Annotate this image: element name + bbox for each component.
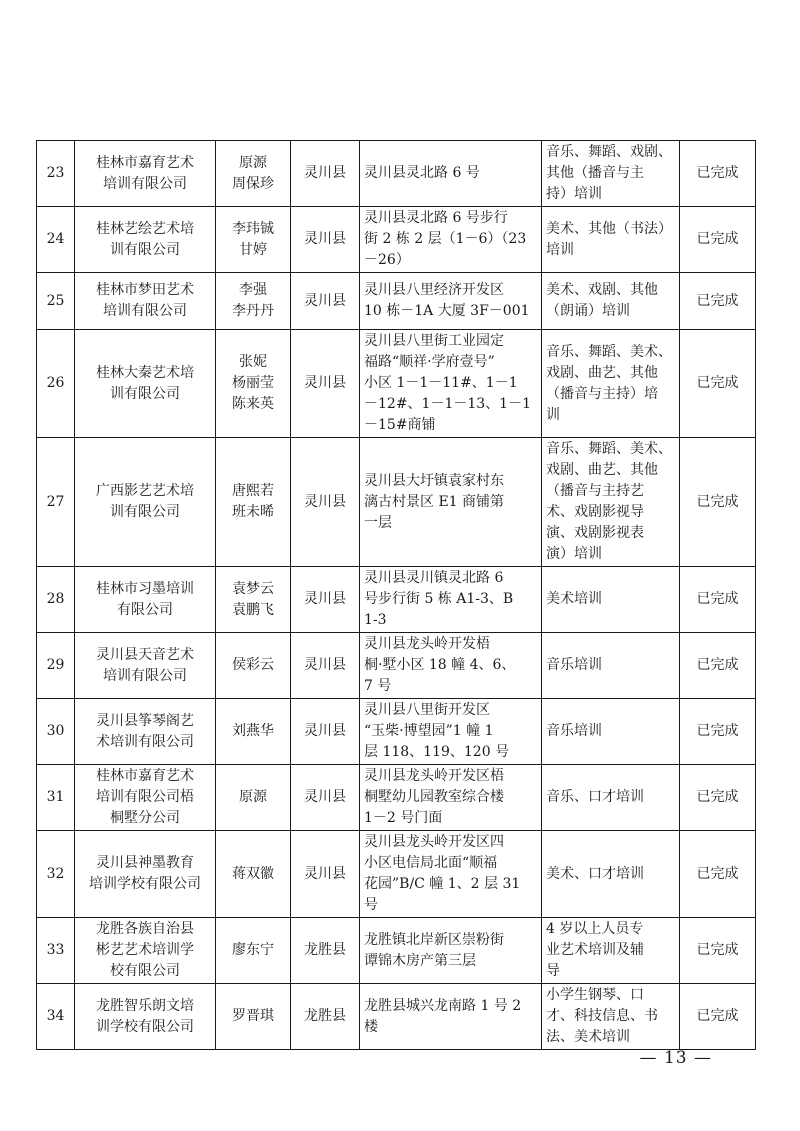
address-line: 层 118、119、120 号 (364, 744, 510, 760)
table-row (37, 918, 756, 984)
address-line: 谭锦木房产第三层 (364, 952, 476, 969)
address-cell (360, 207, 542, 273)
institution-name-cell (75, 438, 216, 567)
row-number-cell: 31 (37, 765, 75, 831)
training-scope-cell (542, 765, 680, 831)
table-row (37, 699, 756, 765)
training-scope-line: 培训 (546, 241, 574, 258)
row-number-cell: 33 (37, 918, 75, 984)
training-scope-line: 戏剧、曲艺、其他 (546, 462, 658, 478)
address-cell (360, 273, 542, 330)
training-scope-line: 音乐培训 (546, 657, 602, 673)
training-scope-line: 音乐、舞蹈、戏剧、 (546, 144, 672, 160)
address-line: 号 (364, 897, 378, 913)
county-cell: 灵川县 (291, 438, 360, 567)
institution-name-cell (75, 330, 216, 438)
legal-representative-line: 原源 (239, 154, 267, 171)
institution-name-line: 灵川县天音艺术 (96, 646, 194, 663)
training-scope-line: 演、戏剧影视表 (546, 525, 644, 541)
county-cell: 龙胜县 (291, 984, 360, 1050)
county-cell: 灵川县 (291, 330, 360, 438)
legal-representative-cell (216, 141, 291, 207)
training-scope-cell (542, 438, 680, 567)
table-row (37, 273, 756, 330)
training-scope-line: 音乐、舞蹈、美术、 (546, 343, 672, 360)
table-row (37, 567, 756, 633)
legal-representative-line: 张妮 (239, 354, 267, 370)
address-line: 灵川县八里经济开发区 (364, 282, 504, 298)
row-number-cell: 30 (37, 699, 75, 765)
address-line: “玉柴·博望园”1 幢 1 (364, 723, 494, 739)
legal-representative-line: 陈来英 (232, 396, 274, 412)
address-line: 灵川县灵北路 6 号步行 (364, 210, 508, 226)
address-line: 灵川县灵北路 6 号 (364, 165, 480, 181)
training-scope-cell (542, 699, 680, 765)
address-line: 7 号 (364, 678, 392, 694)
address-line: 桐·墅小区 18 幢 4、6、 (364, 657, 516, 673)
address-line: 10 栋－1A 大厦 3F－001 (364, 303, 530, 319)
training-scope-line: 法、美术培训 (546, 1029, 630, 1045)
address-cell (360, 699, 542, 765)
address-line: 龙胜县城兴龙南路 1 号 2 (364, 997, 522, 1014)
legal-representative-line: 甘婷 (239, 241, 267, 258)
address-line: 花园”B/C 幢 1、2 层 31 (364, 876, 521, 892)
county-cell: 灵川县 (291, 273, 360, 330)
legal-representative-line: 袁鹏飞 (232, 601, 274, 618)
institution-name-line: 灵川县神墨教育 (96, 855, 194, 871)
address-cell (360, 438, 542, 567)
address-cell (360, 765, 542, 831)
institution-name-line: 桂林大秦艺术培 (96, 364, 194, 381)
legal-representative-line: 袁梦云 (232, 580, 274, 597)
table-row (37, 633, 756, 699)
training-scope-line: （朗诵）培训 (546, 303, 630, 319)
training-scope-cell (542, 273, 680, 330)
training-scope-line: 训 (546, 406, 560, 423)
row-number-cell: 25 (37, 273, 75, 330)
address-cell (360, 984, 542, 1050)
institution-name-cell (75, 567, 216, 633)
row-number-cell: 34 (37, 984, 75, 1050)
county-cell: 灵川县 (291, 831, 360, 918)
legal-representative-line: 班未晞 (232, 504, 274, 520)
training-scope-line: （播音与主持艺 (546, 483, 644, 499)
training-scope-cell (542, 831, 680, 918)
institution-name-line: 桂林市嘉育艺术 (96, 768, 194, 784)
address-line: －12#、1－1－13、1－1 (364, 396, 531, 412)
address-line: 灵川县八里街工业园定 (364, 333, 504, 349)
training-scope-cell (542, 567, 680, 633)
legal-representative-line: 唐熙若 (232, 483, 274, 499)
training-scope-cell (542, 141, 680, 207)
address-line: 号步行街 5 栋 A1-3、B (364, 591, 514, 607)
status-cell: 已完成 (680, 207, 756, 273)
status-cell: 已完成 (680, 567, 756, 633)
table-row (37, 438, 756, 567)
address-line: 灵川县大圩镇袁家村东 (364, 472, 504, 489)
status-cell: 已完成 (680, 765, 756, 831)
legal-representative-line: 刘燕华 (232, 723, 274, 739)
institution-name-line: 桐墅分公司 (110, 810, 180, 826)
institution-name-cell (75, 633, 216, 699)
address-line: 街 2 栋 2 层（1－6）（23 (364, 231, 527, 247)
institution-name-cell (75, 765, 216, 831)
training-scope-cell (542, 207, 680, 273)
institution-name-cell (75, 918, 216, 984)
training-scope-line: 演）培训 (546, 546, 602, 562)
institution-name-line: 广西影艺艺术培 (96, 483, 194, 499)
status-cell: 已完成 (680, 633, 756, 699)
address-line: 桐墅幼儿园教室综合楼 (364, 789, 504, 805)
training-scope-cell (542, 633, 680, 699)
institution-name-cell (75, 984, 216, 1050)
address-cell (360, 567, 542, 633)
legal-representative-cell (216, 207, 291, 273)
status-cell: 已完成 (680, 273, 756, 330)
row-number-cell: 24 (37, 207, 75, 273)
training-scope-line: （播音与主持）培 (546, 385, 658, 402)
legal-representative-cell (216, 438, 291, 567)
legal-representative-line: 李丹丹 (232, 303, 274, 319)
status-cell: 已完成 (680, 330, 756, 438)
training-scope-line: 美术培训 (546, 591, 602, 607)
training-scope-cell (542, 330, 680, 438)
training-scope-line: 小学生钢琴、口 (546, 987, 644, 1003)
table-row (37, 831, 756, 918)
institution-name-line: 桂林市梦田艺术 (96, 282, 194, 298)
training-scope-line: 术、戏剧影视导 (546, 504, 644, 520)
row-number-cell: 32 (37, 831, 75, 918)
status-cell: 已完成 (680, 984, 756, 1050)
institution-name-line: 龙胜各族自治县 (96, 921, 194, 937)
legal-representative-line: 杨丽莹 (232, 375, 274, 391)
legal-representative-line: 原源 (239, 789, 267, 805)
row-number-cell: 23 (37, 141, 75, 207)
county-cell: 灵川县 (291, 141, 360, 207)
institution-name-line: 有限公司 (117, 601, 173, 618)
status-cell: 已完成 (680, 699, 756, 765)
page-number: — 13 — (639, 1048, 712, 1068)
institution-name-cell (75, 141, 216, 207)
legal-representative-cell (216, 567, 291, 633)
training-scope-line: 导 (546, 963, 560, 979)
row-number-cell: 26 (37, 330, 75, 438)
address-cell (360, 633, 542, 699)
institution-name-cell (75, 699, 216, 765)
legal-representative-line: 李强 (239, 282, 267, 298)
training-scope-line: 音乐、口才培训 (546, 789, 644, 805)
table-row (37, 984, 756, 1050)
address-line: 楼 (364, 1018, 378, 1035)
training-scope-line: 美术、口才培训 (546, 865, 644, 882)
institution-table (36, 140, 756, 1050)
status-cell: 已完成 (680, 918, 756, 984)
address-line: 一层 (364, 514, 392, 531)
table-row (37, 330, 756, 438)
county-cell: 灵川县 (291, 207, 360, 273)
institution-name-line: 术培训有限公司 (96, 733, 194, 750)
legal-representative-line: 李玮铖 (232, 220, 274, 237)
legal-representative-cell (216, 699, 291, 765)
county-cell: 龙胜县 (291, 918, 360, 984)
address-line: 灵川县灵川镇灵北路 6 (364, 570, 504, 586)
table-row (37, 141, 756, 207)
institution-name-line: 培训有限公司 (103, 667, 187, 684)
address-line: 龙胜镇北岸新区崇粉街 (364, 931, 504, 948)
address-line: 1-3 (364, 612, 387, 628)
training-scope-line: 才、科技信息、书 (546, 1008, 658, 1024)
legal-representative-line: 蒋双徽 (232, 865, 274, 882)
address-cell (360, 831, 542, 918)
institution-name-line: 培训有限公司梧 (96, 789, 194, 805)
address-line: 小区 1－1－11#、1－1 (364, 375, 518, 391)
institution-name-line: 训学校有限公司 (96, 1018, 194, 1035)
institution-name-line: 桂林市嘉育艺术 (96, 154, 194, 171)
institution-name-line: 桂林艺绘艺术培 (96, 220, 194, 237)
row-number-cell: 27 (37, 438, 75, 567)
institution-name-cell (75, 207, 216, 273)
training-scope-cell (542, 918, 680, 984)
legal-representative-cell (216, 918, 291, 984)
address-cell (360, 918, 542, 984)
address-cell (360, 330, 542, 438)
county-cell: 灵川县 (291, 567, 360, 633)
legal-representative-line: 廖东宁 (232, 942, 274, 958)
institution-name-line: 龙胜智乐朗文培 (96, 997, 194, 1014)
legal-representative-cell (216, 330, 291, 438)
address-line: －15#商铺 (364, 417, 436, 433)
institution-name-line: 培训有限公司 (103, 303, 187, 319)
status-cell: 已完成 (680, 141, 756, 207)
institution-name-line: 培训学校有限公司 (89, 876, 201, 892)
training-scope-line: 4 岁以上人员专 (546, 921, 644, 937)
training-scope-line: 业艺术培训及辅 (546, 942, 644, 958)
legal-representative-cell (216, 831, 291, 918)
legal-representative-cell (216, 765, 291, 831)
institution-name-line: 训有限公司 (110, 385, 180, 402)
legal-representative-line: 侯彩云 (232, 657, 274, 673)
table-row (37, 765, 756, 831)
institution-name-line: 灵川县筝琴阁艺 (96, 712, 194, 729)
legal-representative-line: 罗晋琪 (232, 1008, 274, 1024)
institution-name-line: 彬艺艺术培训学 (96, 942, 194, 958)
legal-representative-cell (216, 273, 291, 330)
training-scope-line: 持）培训 (546, 186, 602, 202)
address-line: 漓古村景区 E1 商铺第 (364, 493, 505, 510)
training-scope-line: 音乐培训 (546, 723, 602, 739)
training-scope-cell (542, 984, 680, 1050)
address-line: －26） (364, 252, 410, 268)
table-row (37, 207, 756, 273)
row-number-cell: 29 (37, 633, 75, 699)
institution-name-cell (75, 831, 216, 918)
institution-name-line: 桂林市习墨培训 (96, 580, 194, 597)
training-scope-line: 美术、戏剧、其他 (546, 282, 658, 298)
address-cell (360, 141, 542, 207)
institution-name-line: 训有限公司 (110, 241, 180, 258)
institution-name-line: 校有限公司 (110, 963, 180, 979)
county-cell: 灵川县 (291, 633, 360, 699)
address-line: 灵川县八里街开发区 (364, 702, 490, 718)
training-scope-line: 美术、其他（书法） (546, 220, 672, 237)
status-cell: 已完成 (680, 438, 756, 567)
legal-representative-line: 周保珍 (232, 175, 274, 192)
institution-name-line: 训有限公司 (110, 504, 180, 520)
training-scope-line: 音乐、舞蹈、美术、 (546, 441, 672, 457)
legal-representative-cell (216, 984, 291, 1050)
address-line: 福路“顺祥·学府壹号” (364, 354, 495, 370)
status-cell: 已完成 (680, 831, 756, 918)
training-scope-line: 其他（播音与主 (546, 165, 644, 181)
address-line: 灵川县龙头岭开发梧 (364, 636, 490, 652)
legal-representative-cell (216, 633, 291, 699)
address-line: 小区电信局北面“顺福 (364, 855, 498, 871)
institution-name-cell (75, 273, 216, 330)
address-line: 灵川县龙头岭开发区梧 (364, 768, 504, 784)
address-line: 1－2 号门面 (364, 810, 443, 826)
row-number-cell: 28 (37, 567, 75, 633)
county-cell: 灵川县 (291, 699, 360, 765)
institution-name-line: 培训有限公司 (103, 175, 187, 192)
address-line: 灵川县龙头岭开发区四 (364, 834, 504, 850)
training-scope-line: 戏剧、曲艺、其他 (546, 364, 658, 381)
county-cell: 灵川县 (291, 765, 360, 831)
